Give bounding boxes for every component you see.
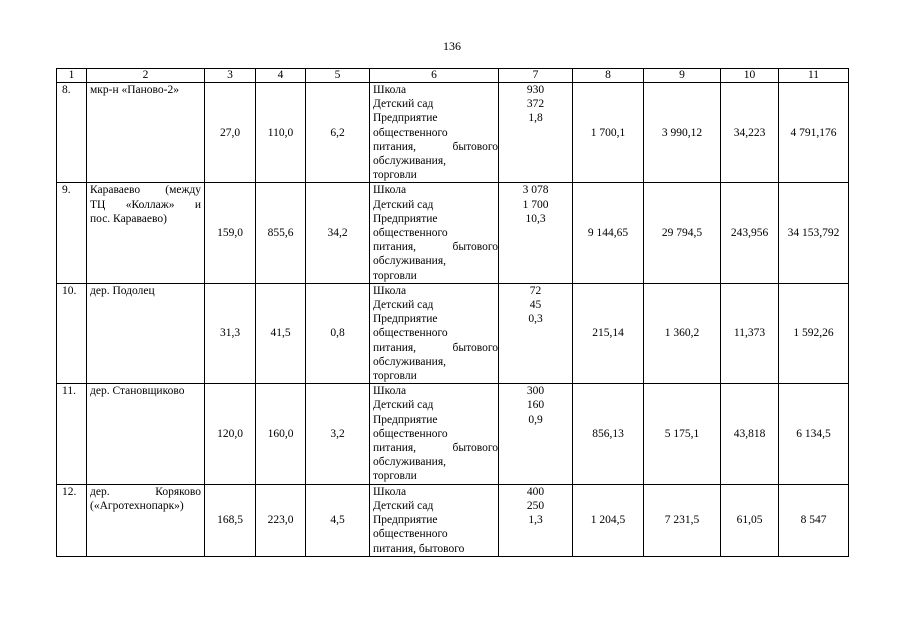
capacity-value: 930	[526, 84, 545, 96]
line-word: и	[194, 198, 201, 211]
header-cell-3: 3	[205, 69, 256, 83]
settlement-name	[87, 83, 205, 183]
cell-c3: 31,3	[205, 283, 256, 383]
cell-c5: 4,5	[306, 484, 370, 556]
capacity-value: 250	[526, 499, 545, 512]
cell-c8: 856,13	[573, 384, 644, 484]
capacity-value: 1 700	[522, 198, 549, 211]
line-word: Караваево	[90, 184, 141, 197]
settlement-name-line: пос. Караваево)	[90, 212, 167, 225]
row-number: 12.	[57, 484, 87, 556]
table-row	[57, 183, 849, 283]
cell-c3: 168,5	[205, 484, 256, 556]
object-line: питания, бытового	[373, 542, 465, 555]
header-cell-7: 7	[499, 69, 573, 83]
table-row	[57, 83, 849, 183]
cell-c11: 6 134,5	[779, 384, 849, 484]
object-line: торговли	[373, 370, 417, 383]
object-line: обслуживания,	[373, 155, 446, 168]
object-line: Школа	[373, 485, 407, 498]
cell-c11: 34 153,792	[779, 183, 849, 283]
header-cell-1: 1	[57, 69, 87, 83]
cell-c10: 243,956	[721, 183, 779, 283]
header-cell-4: 4	[256, 69, 306, 83]
cell-c9: 29 794,5	[644, 183, 721, 283]
line-word: бытового	[452, 241, 498, 254]
cell-c8: 9 144,65	[573, 183, 644, 283]
row-number: 11.	[57, 384, 87, 484]
capacity-cell	[499, 283, 573, 383]
row-number: 8.	[57, 83, 87, 183]
object-line: Детский сад	[373, 399, 434, 412]
capacity-value: 372	[526, 98, 545, 111]
table-row	[57, 484, 849, 556]
object-line	[373, 341, 498, 355]
cell-c11: 4 791,176	[779, 83, 849, 183]
capacity-cell	[499, 384, 573, 484]
header-cell-2: 2	[87, 69, 205, 83]
capacity-value: 300	[526, 385, 545, 398]
object-line: Предприятие	[373, 514, 438, 527]
object-line: Школа	[373, 84, 407, 96]
cell-c4: 855,6	[256, 183, 306, 283]
page-number: 136	[443, 39, 461, 53]
objects-cell	[370, 484, 499, 556]
objects-cell	[370, 183, 499, 283]
capacity-value: 1,8	[528, 112, 543, 125]
settlement-name	[87, 183, 205, 283]
cell-c11: 8 547	[779, 484, 849, 556]
row-number: 10.	[57, 283, 87, 383]
cell-c4: 110,0	[256, 83, 306, 183]
object-line: Школа	[373, 284, 407, 297]
cell-c3: 120,0	[205, 384, 256, 484]
settlement-name-line	[90, 198, 201, 212]
capacity-value: 1,3	[528, 514, 543, 527]
object-line: Школа	[373, 184, 407, 197]
object-line: Детский сад	[373, 299, 434, 312]
object-line: Детский сад	[373, 98, 434, 111]
line-word: питания,	[373, 341, 417, 354]
cell-c9: 5 175,1	[644, 384, 721, 484]
cell-c10: 43,818	[721, 384, 779, 484]
objects-cell	[370, 384, 499, 484]
line-word: бытового	[452, 140, 498, 153]
object-line: обслуживания,	[373, 355, 446, 368]
object-line: торговли	[373, 470, 417, 483]
object-line	[373, 140, 498, 154]
cell-c10: 11,373	[721, 283, 779, 383]
objects-cell	[370, 83, 499, 183]
cell-c3: 27,0	[205, 83, 256, 183]
cell-c9: 3 990,12	[644, 83, 721, 183]
object-line: торговли	[373, 269, 417, 282]
capacity-value: 10,3	[525, 212, 546, 225]
cell-c5: 34,2	[306, 183, 370, 283]
line-word: (между	[165, 184, 201, 197]
object-line: Предприятие	[373, 313, 438, 326]
cell-c8: 1 204,5	[573, 484, 644, 556]
line-word: питания,	[373, 241, 417, 254]
settlement-name-line	[90, 183, 201, 197]
settlement-name-line	[90, 485, 201, 499]
header-cell-10: 10	[721, 69, 779, 83]
line-word: питания,	[373, 442, 417, 455]
data-table	[56, 68, 849, 557]
object-line: общественного	[373, 126, 448, 139]
header-cell-6: 6	[370, 69, 499, 83]
settlement-name	[87, 283, 205, 383]
cell-c11: 1 592,26	[779, 283, 849, 383]
object-line: обслуживания,	[373, 255, 446, 268]
capacity-cell	[499, 83, 573, 183]
cell-c4: 160,0	[256, 384, 306, 484]
object-line: Предприятие	[373, 413, 438, 426]
line-word: питания,	[373, 140, 417, 153]
settlement-name-line: дер. Подолец	[90, 284, 155, 297]
object-line: общественного	[373, 327, 448, 340]
header-cell-5: 5	[306, 69, 370, 83]
line-word: бытового	[452, 341, 498, 354]
line-word: бытового	[452, 442, 498, 455]
settlement-name-line: («Агротехнопарк»)	[90, 499, 184, 512]
object-line: торговли	[373, 169, 417, 182]
table-row	[57, 384, 849, 484]
cell-c5: 6,2	[306, 83, 370, 183]
capacity-value: 0,9	[528, 413, 543, 426]
object-line: Школа	[373, 385, 407, 398]
object-line: Детский сад	[373, 198, 434, 211]
cell-c9: 1 360,2	[644, 283, 721, 383]
objects-cell	[370, 283, 499, 383]
cell-c5: 0,8	[306, 283, 370, 383]
capacity-value: 160	[526, 399, 545, 412]
cell-c10: 34,223	[721, 83, 779, 183]
object-line: Детский сад	[373, 499, 434, 512]
cell-c4: 41,5	[256, 283, 306, 383]
cell-c4: 223,0	[256, 484, 306, 556]
header-cell-11: 11	[779, 69, 849, 83]
object-line: общественного	[373, 227, 448, 240]
settlement-name-line: дер. Становщиково	[90, 385, 185, 398]
object-line	[373, 441, 498, 455]
object-line: Предприятие	[373, 112, 438, 125]
cell-c3: 159,0	[205, 183, 256, 283]
table-row	[57, 283, 849, 383]
object-line: Предприятие	[373, 212, 438, 225]
object-line: обслуживания,	[373, 456, 446, 469]
line-word: Коряково	[155, 485, 201, 498]
capacity-value: 0,3	[528, 313, 543, 326]
settlement-name	[87, 484, 205, 556]
line-word: дер.	[90, 485, 110, 498]
object-line	[373, 240, 498, 254]
cell-c8: 215,14	[573, 283, 644, 383]
cell-c8: 1 700,1	[573, 83, 644, 183]
capacity-value: 400	[526, 485, 545, 498]
capacity-value: 45	[529, 299, 542, 312]
cell-c10: 61,05	[721, 484, 779, 556]
capacity-cell	[499, 484, 573, 556]
capacity-value: 72	[529, 284, 542, 297]
line-word: ТЦ	[90, 198, 106, 211]
capacity-value: 3 078	[522, 184, 549, 197]
header-row	[57, 69, 849, 83]
settlement-name	[87, 384, 205, 484]
object-line: общественного	[373, 528, 448, 541]
header-cell-8: 8	[573, 69, 644, 83]
row-number: 9.	[57, 183, 87, 283]
cell-c9: 7 231,5	[644, 484, 721, 556]
capacity-cell	[499, 183, 573, 283]
object-line: общественного	[373, 427, 448, 440]
line-word: «Коллаж»	[125, 198, 175, 211]
header-cell-9: 9	[644, 69, 721, 83]
cell-c5: 3,2	[306, 384, 370, 484]
settlement-name-line: мкр-н «Паново-2»	[90, 84, 179, 96]
